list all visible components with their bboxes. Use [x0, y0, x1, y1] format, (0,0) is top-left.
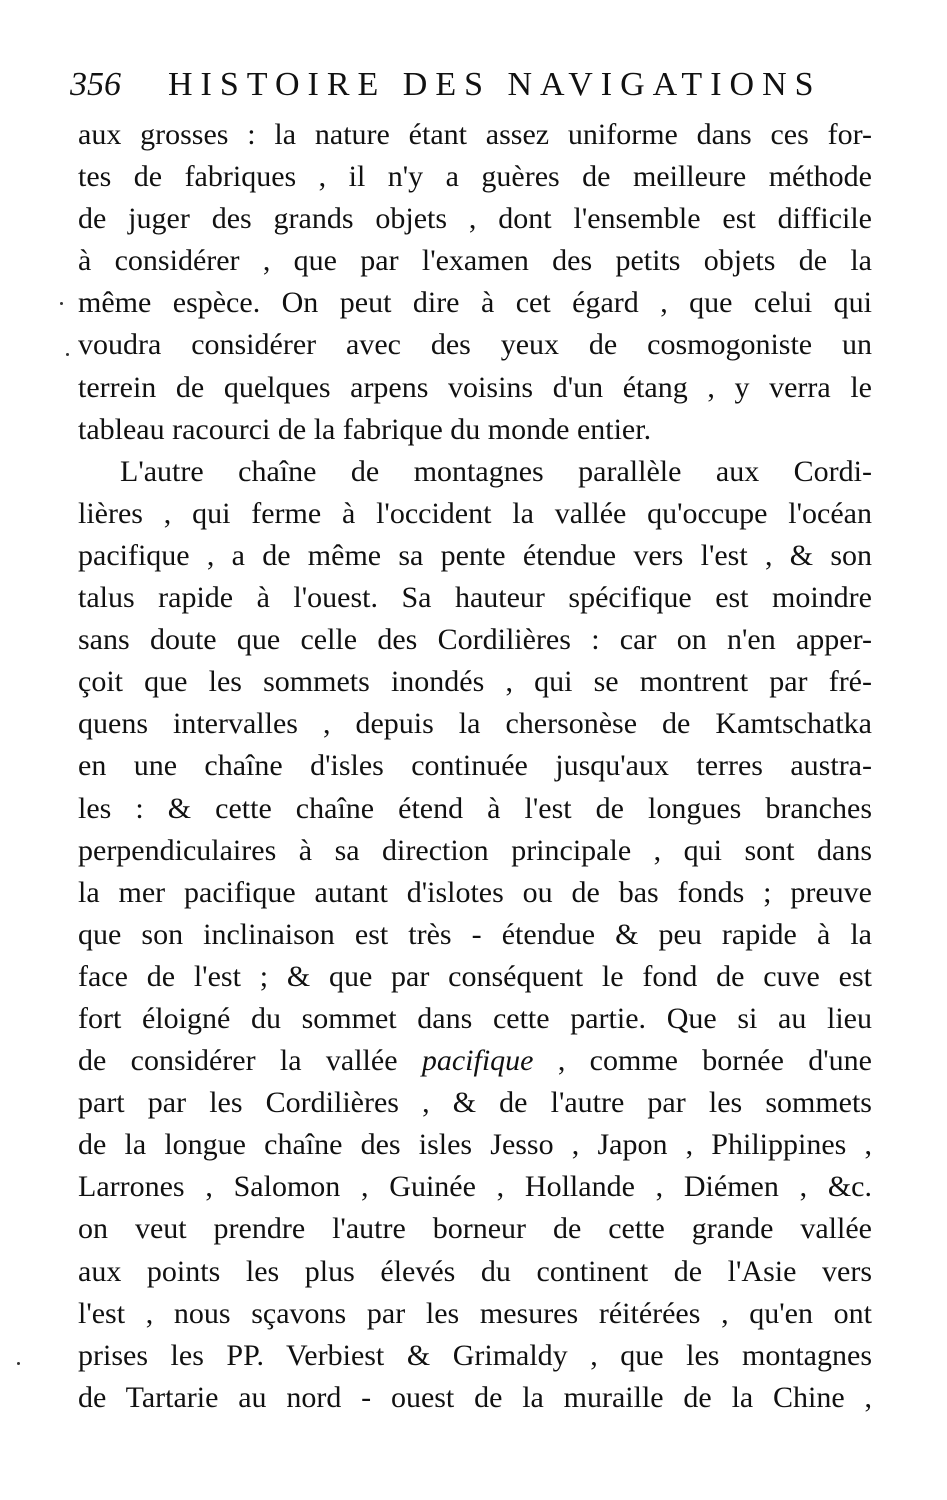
margin-speck [17, 1362, 20, 1365]
text-line: face de l'est ; & que par conséquent le fond de cuve est [78, 959, 872, 993]
text-line: l'est , nous sçavons par les mesures réitérées , qu'en ont [78, 1296, 872, 1330]
text-line: même espèce. On peut dire à cet égard , que celui qui [78, 286, 872, 320]
text-line: de juger des grands objets , dont l'ensemble est difficile [78, 202, 872, 236]
text-line: pacifique , a de même sa pente étendue vers l'est , & son [78, 538, 872, 572]
text-line: aux points les plus élevés du continent de l'Asie vers [78, 1254, 872, 1288]
text-line: part par les Cordilières , & de l'autre par les sommets [78, 1086, 872, 1120]
text-line-paragraph-end: tableau racourci de la fabrique du monde entier. [78, 412, 652, 446]
margin-speck [60, 302, 63, 305]
text-line: tes de fabriques , il n'y a guères de meilleure méthode [78, 160, 872, 194]
text-line: en une chaîne d'isles continuée jusqu'aux terres austra- [78, 749, 872, 783]
text-line: que son inclinaison est très - étendue & peu rapide à la [78, 917, 872, 951]
text-line: les : & cette chaîne étend à l'est de longues branches [78, 791, 872, 825]
margin-speck [66, 353, 69, 356]
text-line: de considérer la vallée pacifique , comme bornée d'une [78, 1044, 872, 1078]
text-line: la mer pacifique autant d'islotes ou de bas fonds ; preuve [78, 875, 872, 909]
text-line: on veut prendre l'autre borneur de cette grande vallée [78, 1212, 872, 1246]
text-line: perpendiculaires à sa direction principale , qui sont dans [78, 833, 872, 867]
text-line: voudra considérer avec des yeux de cosmogoniste un [78, 328, 872, 362]
text-line: terrein de quelques arpens voisins d'un étang , y verra le [78, 370, 872, 404]
running-head [70, 64, 870, 108]
text-line: quens intervalles , depuis la chersonèse de Kamtschatka [78, 707, 872, 741]
body-text [78, 114, 872, 1419]
text-line: Larrones , Salomon , Guinée , Hollande , Diémen , &c. [78, 1170, 872, 1204]
text-line: fort éloigné du sommet dans cette partie. Que si au lieu [78, 1001, 872, 1035]
text-line: de Tartarie au nord - ouest de la muraille de la Chine , [78, 1380, 872, 1414]
text-line: à considérer , que par l'examen des petits objets de la [78, 244, 872, 278]
running-title: HISTOIRE DES NAVIGATIONS [168, 66, 822, 103]
text-line: lières , qui ferme à l'occident la vallée qu'occupe l'océan [78, 496, 872, 530]
text-line: talus rapide à l'ouest. Sa hauteur spécifique est moindre [78, 581, 872, 615]
text-line-paragraph-start: L'autre chaîne de montagnes parallèle aux Cordi- [120, 454, 872, 488]
italic-word: pacifique [421, 1044, 534, 1078]
text-line: prises les PP. Verbiest & Grimaldy , que les montagnes [78, 1338, 872, 1372]
text-line: sans doute que celle des Cordilières : car on n'en apper- [78, 623, 872, 657]
page-number: 356 [70, 66, 121, 103]
text-line: aux grosses : la nature étant assez uniforme dans ces for- [78, 118, 872, 151]
text-line: de la longue chaîne des isles Jesso , Japon , Philippines , [78, 1128, 872, 1162]
text-line: çoit que les sommets inondés , qui se montrent par fré- [78, 665, 872, 699]
